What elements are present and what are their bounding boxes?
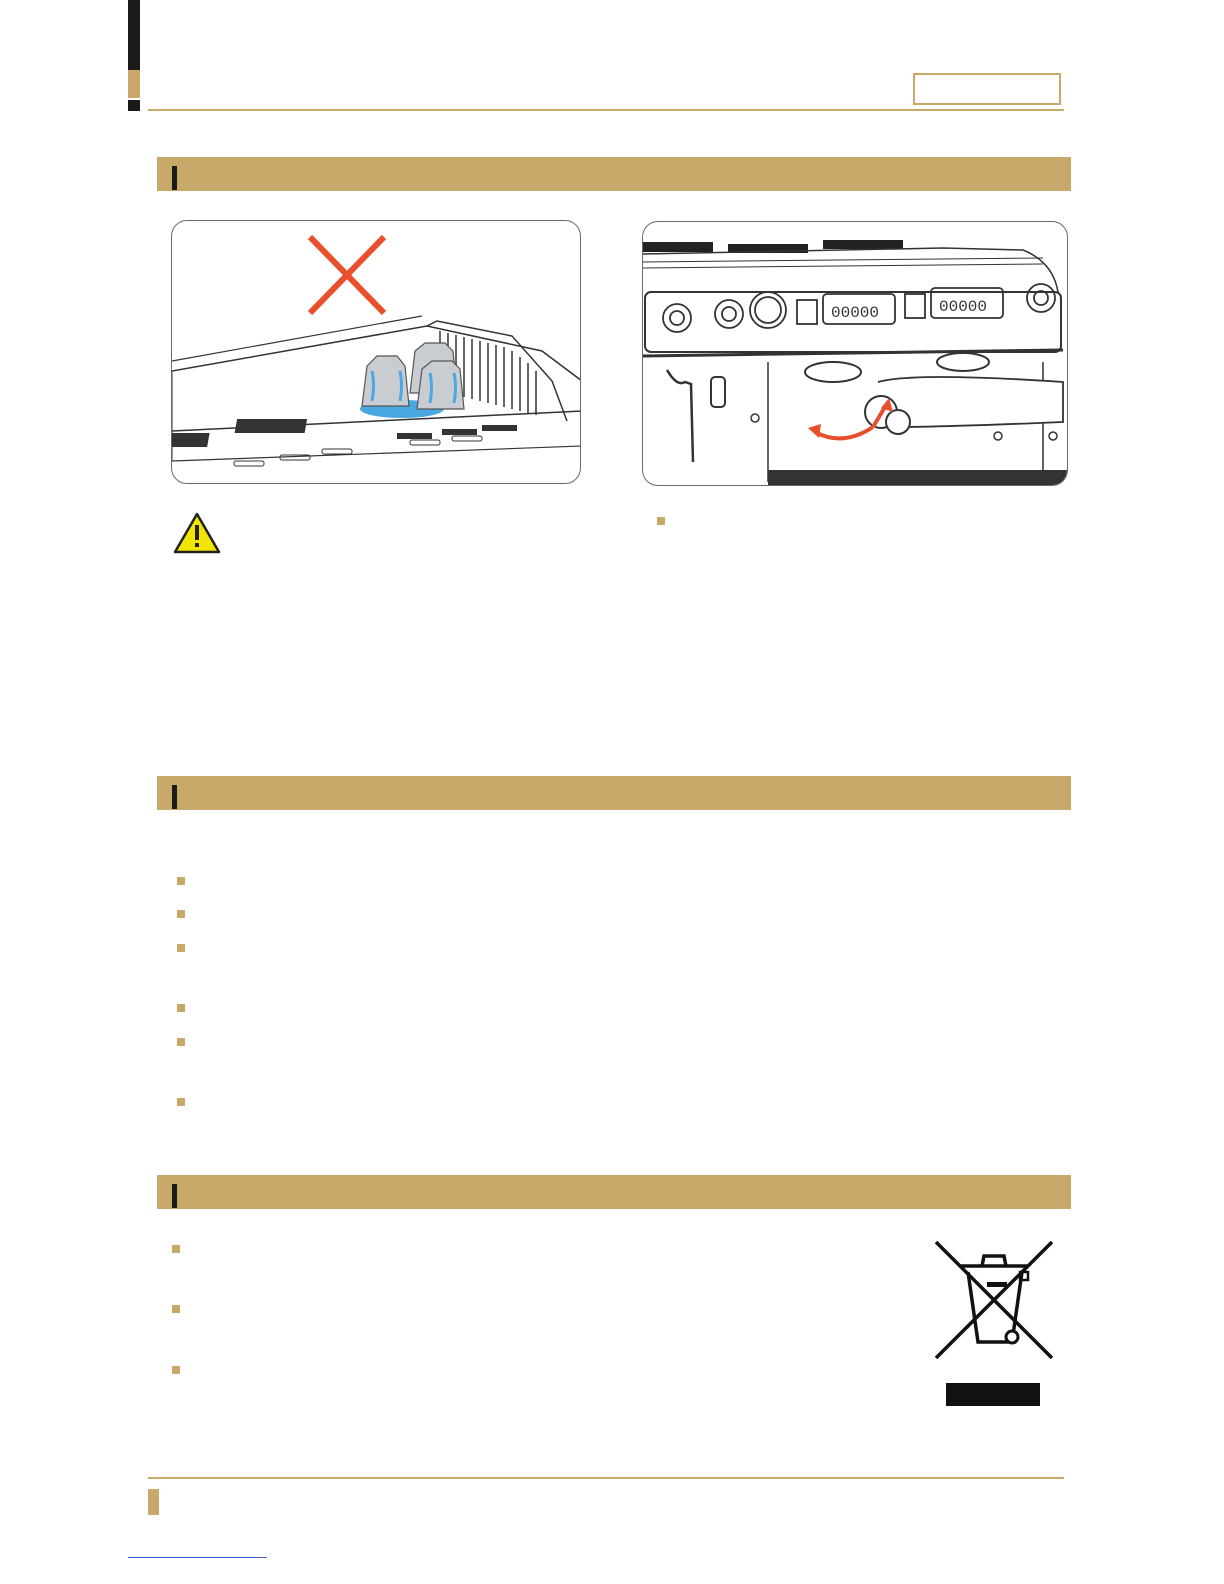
list-item-bullet	[177, 1098, 185, 1106]
link-underline	[128, 1557, 267, 1558]
list-item-bullet	[172, 1305, 180, 1313]
list-item-bullet	[177, 1004, 185, 1012]
corner-mark-bottom	[128, 100, 140, 111]
page-marker	[148, 1489, 159, 1515]
list-item-bullet	[657, 517, 665, 525]
crossed-bin-icon	[932, 1238, 1056, 1362]
portafilter-removal-icon	[643, 222, 1068, 486]
list-item-bullet	[172, 1366, 180, 1374]
weee-label	[946, 1383, 1040, 1406]
figure-portafilter	[642, 221, 1068, 486]
section-bar-tick	[172, 1184, 177, 1208]
figure-cups-on-grid	[171, 220, 581, 484]
warning-triangle-icon	[173, 512, 221, 554]
list-item-bullet	[177, 877, 185, 885]
left-display: 00000	[831, 304, 880, 322]
list-item-bullet	[172, 1245, 180, 1253]
header-rule	[148, 109, 1064, 111]
list-item-bullet	[177, 944, 185, 952]
section-bar-1	[157, 157, 1071, 191]
footer-rule	[148, 1477, 1064, 1479]
crossed-out-cups-icon	[172, 221, 581, 484]
right-display: 00000	[939, 298, 988, 316]
section-bar-2	[157, 776, 1071, 810]
section-bar-3	[157, 1175, 1071, 1209]
section-bar-tick	[172, 166, 177, 190]
corner-mark-accent	[128, 70, 140, 98]
list-item-bullet	[177, 910, 185, 918]
list-item-bullet	[177, 1038, 185, 1046]
section-bar-tick	[172, 785, 177, 809]
corner-mark-top	[128, 0, 140, 70]
header-label-box	[913, 73, 1061, 105]
